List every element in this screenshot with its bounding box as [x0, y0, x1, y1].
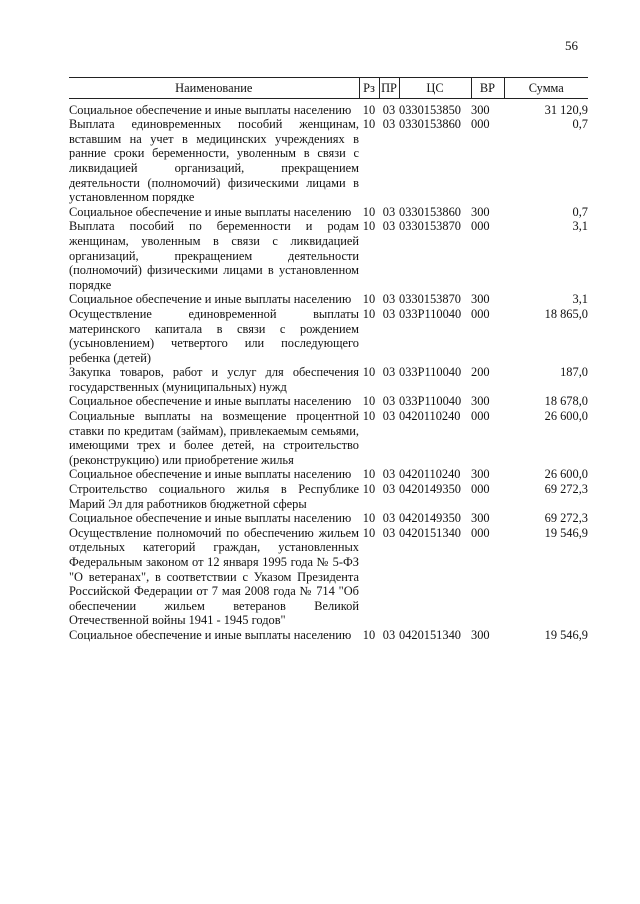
cell-cs: 0330153870 — [399, 292, 461, 307]
cell-name: Социальное обеспечение и иные выплаты населению — [69, 102, 352, 117]
cell-sum: 19 546,9 — [544, 525, 588, 540]
table-row — [69, 205, 588, 220]
cell-name: Выплата пособий по беременности и родам женщинам, уволенным в связи с ликвидацией организаций, прекращением деятельности (полномочий) физическими лицами в установленном порядке — [69, 219, 359, 292]
cell-sum: 26 600,0 — [544, 409, 588, 424]
cell-name: Социальное обеспечение и иные выплаты населению — [69, 467, 352, 482]
cell-sum: 19 546,9 — [544, 627, 588, 642]
cell-vr: 300 — [471, 292, 490, 307]
cell-sum: 0,7 — [572, 117, 588, 132]
cell-cs: 0420151340 — [399, 525, 461, 540]
table-row — [69, 117, 588, 205]
cell-name: Осуществление единовременной выплаты материнского капитала в связи с рождением (усыновлением) четвертого или последующего ребенка (детей) — [69, 306, 359, 365]
cell-rz: 10 — [362, 204, 376, 219]
table-row — [69, 482, 588, 511]
cell-rz: 10 — [362, 365, 376, 380]
cell-pr: 03 — [382, 219, 396, 234]
cell-name: Строительство социального жилья в Республике Марий Эл для работников бюджетной сферы — [69, 482, 359, 511]
cell-pr: 03 — [382, 292, 396, 307]
header-pr: ПР — [379, 78, 399, 99]
cell-vr: 200 — [471, 365, 490, 380]
cell-rz: 10 — [362, 511, 376, 526]
cell-sum: 0,7 — [572, 204, 588, 219]
cell-rz: 10 — [362, 409, 376, 424]
cell-vr: 000 — [471, 306, 490, 321]
cell-pr: 03 — [382, 525, 396, 540]
cell-pr: 03 — [382, 482, 396, 497]
cell-name: Социальные выплаты на возмещение процентной ставки по кредитам (займам), привлекаемым семьями, имеющими трех и более детей, на строительство (реконструкцию) или приобретение жилья — [69, 409, 359, 467]
cell-rz: 10 — [362, 102, 376, 117]
cell-vr: 000 — [471, 525, 490, 540]
table-row — [69, 628, 588, 643]
cell-sum: 69 272,3 — [544, 482, 588, 497]
cell-pr: 03 — [382, 204, 396, 219]
cell-rz: 10 — [362, 467, 376, 482]
cell-sum: 31 120,9 — [544, 102, 588, 117]
cell-cs: 0420149350 — [399, 482, 461, 497]
cell-pr: 03 — [382, 627, 396, 642]
page-number: 56 — [565, 38, 578, 53]
cell-vr: 000 — [471, 482, 490, 497]
cell-name: Осуществление полномочий по обеспечению жильем отдельных категорий граждан, установленных Федеральным законом от 12 января 1995 года № 5-ФЗ "О ветеранах", в соответствии с Указом Президента Российской Федерации от 7 мая 2008 года № 714 "Об обеспечении жильем ветеранов Великой Отечественной войны 1941 - 1945 годов" — [69, 525, 359, 628]
cell-name: Социальное обеспечение и иные выплаты населению — [69, 204, 352, 219]
header-vr: ВР — [471, 78, 504, 99]
cell-pr: 03 — [382, 511, 396, 526]
cell-rz: 10 — [362, 482, 376, 497]
cell-name: Социальное обеспечение и иные выплаты населению — [69, 292, 352, 307]
table-row — [69, 394, 588, 409]
cell-vr: 000 — [471, 117, 490, 132]
cell-name: Закупка товаров, работ и услуг для обеспечения государственных (муниципальных) нужд — [69, 365, 359, 394]
cell-pr: 03 — [382, 467, 396, 482]
table-row — [69, 365, 588, 394]
cell-name: Социальное обеспечение и иные выплаты населению — [69, 511, 352, 526]
cell-vr: 000 — [471, 219, 490, 234]
table-row — [69, 467, 588, 482]
header-rz: Рз — [359, 78, 379, 99]
cell-pr: 03 — [382, 409, 396, 424]
table-row — [69, 409, 588, 467]
cell-cs: 0330153860 — [399, 117, 461, 132]
cell-rz: 10 — [362, 394, 376, 409]
cell-sum: 18 865,0 — [544, 306, 588, 321]
table-row — [69, 219, 588, 292]
cell-cs: 0330153860 — [399, 204, 461, 219]
cell-vr: 300 — [471, 204, 490, 219]
cell-pr: 03 — [382, 365, 396, 380]
cell-name: Социальное обеспечение и иные выплаты населению — [69, 627, 352, 642]
cell-sum: 26 600,0 — [544, 467, 588, 482]
cell-vr: 300 — [471, 102, 490, 117]
table-header-row — [69, 78, 588, 99]
cell-cs: 033Р110040 — [399, 365, 462, 380]
cell-cs: 0420110240 — [399, 467, 461, 482]
table-row — [69, 98, 588, 117]
budget-table — [69, 77, 588, 643]
cell-vr: 300 — [471, 467, 490, 482]
cell-rz: 10 — [362, 117, 376, 132]
header-name: Наименование — [69, 78, 359, 99]
table-row — [69, 292, 588, 307]
cell-pr: 03 — [382, 117, 396, 132]
cell-pr: 03 — [382, 394, 396, 409]
table-row — [69, 511, 588, 526]
cell-pr: 03 — [382, 306, 396, 321]
header-sum: Сумма — [504, 78, 588, 99]
table-row — [69, 526, 588, 628]
cell-cs: 0420151340 — [399, 627, 461, 642]
cell-cs: 0330153870 — [399, 219, 461, 234]
cell-name: Выплата единовременных пособий женщинам, вставшим на учет в медицинских учреждениях в ранние сроки беременности, уволенным в связи с ликвидацией организаций, прекращением деятельности (полномочий) физическими лицами в установленном порядке — [69, 117, 359, 205]
cell-rz: 10 — [362, 219, 376, 234]
cell-pr: 03 — [382, 102, 396, 117]
table-row — [69, 307, 588, 365]
cell-sum: 69 272,3 — [544, 511, 588, 526]
cell-vr: 300 — [471, 394, 490, 409]
cell-sum: 187,0 — [560, 365, 588, 380]
cell-cs: 0420149350 — [399, 511, 461, 526]
cell-vr: 300 — [471, 511, 490, 526]
cell-sum: 3,1 — [572, 219, 588, 234]
cell-vr: 000 — [471, 409, 490, 424]
cell-rz: 10 — [362, 627, 376, 642]
cell-rz: 10 — [362, 306, 376, 321]
cell-cs: 033Р110040 — [399, 306, 462, 321]
cell-sum: 3,1 — [572, 292, 588, 307]
cell-cs: 033Р110040 — [399, 394, 462, 409]
cell-cs: 0420110240 — [399, 409, 461, 424]
cell-cs: 0330153850 — [399, 102, 461, 117]
cell-rz: 10 — [362, 292, 376, 307]
cell-name: Социальное обеспечение и иные выплаты населению — [69, 394, 352, 409]
cell-vr: 300 — [471, 627, 490, 642]
header-cs: ЦС — [399, 78, 471, 99]
cell-sum: 18 678,0 — [544, 394, 588, 409]
table-body — [69, 98, 588, 642]
cell-rz: 10 — [362, 525, 376, 540]
